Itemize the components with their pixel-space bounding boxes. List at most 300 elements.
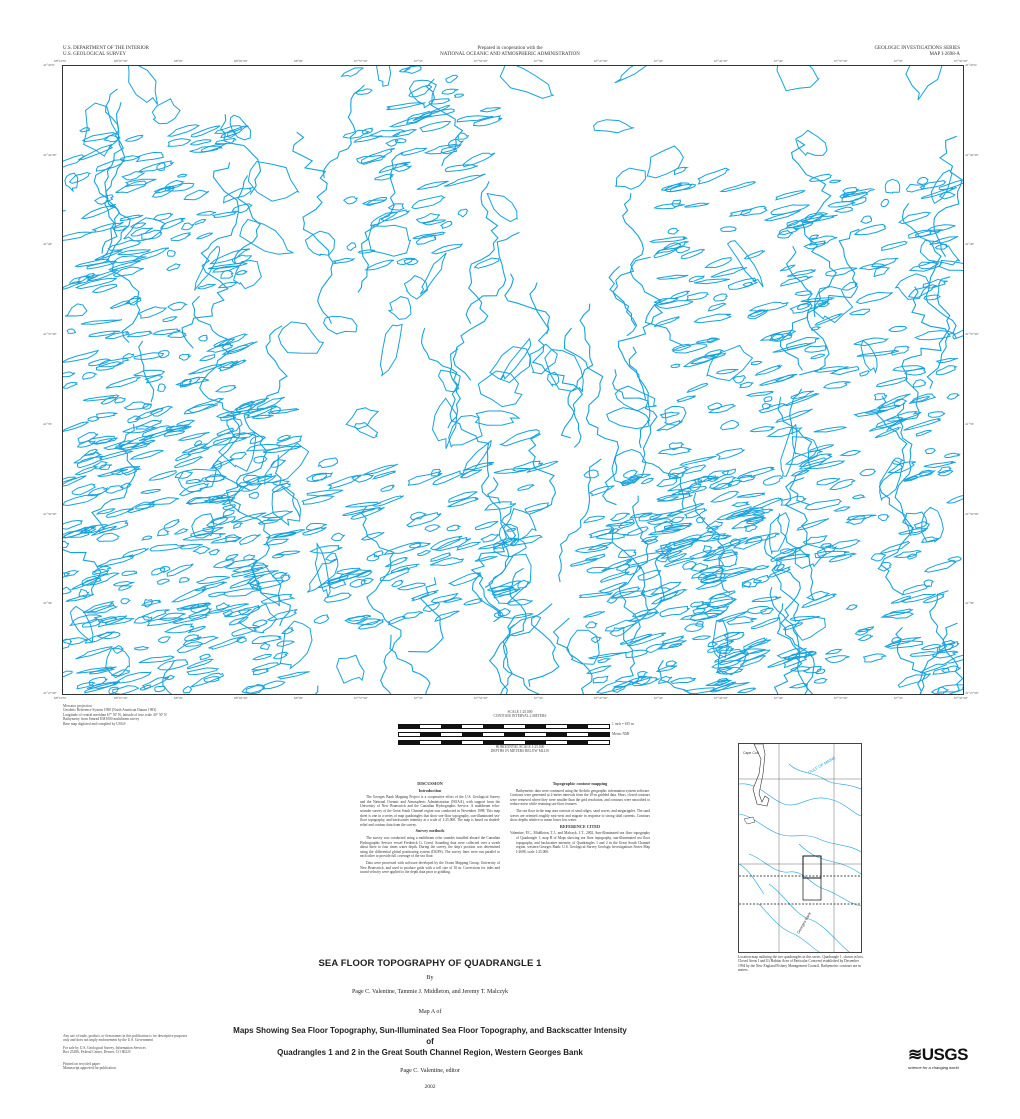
cooperation-line1: Prepared in cooperation with the (477, 46, 543, 51)
contour-line (687, 383, 708, 392)
contour-line (224, 589, 260, 596)
survey-heading: Survey methods (415, 828, 445, 834)
contour-line (711, 268, 747, 278)
contour-line (763, 476, 782, 485)
contour-line (835, 207, 853, 212)
contour-line (861, 216, 872, 223)
contour-line (709, 404, 735, 412)
contour-line (112, 670, 130, 677)
contour-line (518, 485, 534, 491)
contour-line (417, 181, 449, 189)
top-longitude-label: 67°35' (894, 59, 904, 63)
contour-line (278, 435, 291, 440)
contour-line (642, 478, 654, 483)
contour-line (619, 519, 635, 528)
contour-line (216, 386, 236, 392)
contour-line (798, 304, 810, 310)
bottom-longitude-label: 67°55' (414, 696, 424, 700)
credit-line2: Geodetic Reference System 1980 (North American Datum 1983) (63, 708, 157, 713)
contour-line (253, 620, 267, 627)
contour-line (97, 413, 118, 418)
scale-sub-note2: DEPTHS IN METERS BELOW MLLW (490, 749, 550, 754)
contour-line (480, 108, 501, 112)
contour-line (885, 641, 923, 648)
contour-line (418, 551, 431, 556)
bottom-longitude-label: 67°35' (894, 696, 904, 700)
contour-line (872, 258, 898, 266)
contour-line (738, 688, 756, 693)
contour-line (850, 309, 870, 315)
top-longitude-label: 68°00' (294, 59, 304, 63)
contour-line (695, 314, 732, 323)
contour-line (672, 517, 684, 523)
contour-line (707, 521, 723, 529)
contour-line (745, 525, 757, 531)
contour-line (932, 623, 963, 694)
contour-line (158, 384, 166, 391)
contour-line (781, 276, 813, 286)
contour-line (319, 458, 338, 468)
contour-line (905, 369, 926, 376)
contour-line (860, 469, 875, 475)
contour-line (660, 606, 689, 616)
contour-line (250, 436, 265, 443)
contour-line (398, 583, 425, 590)
contour-line (433, 471, 462, 485)
contour-line (356, 89, 372, 94)
contour-line (164, 520, 179, 529)
reference-entry: Valentine, P.C., Middleton, T.J., and Malczyk, J.T., 2002, Sun-illuminated sea floor topography of Quadrangle 1, map B of Maps showing sea floor topography, sun-illuminated sea floor topography, and backscatter intensity of Quadrangles 1 and 2 in the Great South Channel region, western Georges Bank: U.S. Geological Survey Geologic Investigations Series Map I-2698, scale 1:25,000. (510, 831, 650, 854)
contour-line (627, 527, 648, 536)
contour-line (63, 422, 89, 431)
contour-line (904, 419, 941, 431)
contour-map[interactable] (62, 65, 964, 695)
contour-line (455, 94, 464, 97)
contour-line (179, 469, 217, 492)
contour-line (717, 370, 739, 374)
contour-line (797, 518, 829, 530)
contour-line (824, 382, 851, 389)
contour-line (525, 503, 548, 512)
contour-line (805, 499, 841, 510)
contour-line (213, 212, 237, 217)
contour-line (249, 492, 259, 498)
agency-line2: U.S. GEOLOGICAL SURVEY (63, 52, 127, 57)
contour-line (106, 377, 141, 388)
contour-line (755, 566, 769, 570)
contour-line (785, 393, 819, 405)
contour-line (116, 181, 147, 193)
contour-line (342, 68, 364, 77)
contour-line (334, 258, 354, 263)
left-latitude-label: 41°32'30" (43, 511, 57, 516)
contour-line (666, 661, 677, 666)
contour-line (605, 620, 636, 631)
contour-line (223, 510, 234, 517)
contour-line (490, 347, 530, 383)
top-longitude-label: 68°10'W (54, 59, 67, 63)
contour-line (802, 594, 836, 607)
contour-line (712, 632, 739, 642)
left-latitude-label: 41°30' (43, 601, 53, 606)
contour-line (677, 396, 695, 402)
contour-interval-text: CONTOUR INTERVAL 2 METERS (493, 714, 547, 719)
contour-line (787, 338, 820, 350)
footer-note-4: Printed on recycled paper (63, 1062, 100, 1066)
contour-line (580, 593, 612, 598)
inset-caption: Location map outlining the two quadrangles in this series. Quadrangle 1, shown in box. Closed Areas I and II (Habitat Area of Particular Concern) established by December 1994 by the New England Fishery Management Council. Bathymetric contours are in meters. (738, 955, 864, 973)
contour-line (139, 161, 173, 172)
contour-line (234, 523, 243, 529)
contour-line (105, 332, 129, 339)
top-longitude-label: 67°50' (534, 59, 544, 63)
contour-line (307, 490, 343, 496)
contour-line (655, 317, 679, 327)
contour-line (799, 229, 859, 375)
contour-line (464, 599, 482, 605)
contour-line (390, 635, 454, 694)
contour-line (671, 678, 695, 684)
bottom-longitude-label: 67°50' (534, 696, 544, 700)
contour-line (829, 553, 855, 562)
contour-line (81, 320, 122, 325)
contour-line (182, 223, 194, 230)
bottom-longitude-label: 67°37'30" (834, 696, 848, 700)
right-latitude-label: 41°42'30" (965, 152, 979, 157)
contour-line (934, 136, 962, 256)
contour-line (953, 330, 963, 339)
contour-line (745, 251, 765, 260)
contour-line (745, 533, 779, 544)
scale-bar-2 (398, 732, 610, 737)
contour-line (882, 241, 907, 250)
contour-line (343, 508, 377, 516)
contour-line (186, 479, 201, 483)
contour-line (721, 227, 737, 232)
contour-line (466, 232, 519, 323)
contour-line (814, 678, 826, 683)
contour-line (705, 594, 736, 609)
contour-line (510, 616, 541, 636)
contour-line (475, 556, 498, 561)
contour-line (67, 329, 75, 333)
contour-line (834, 507, 850, 512)
contour-line (810, 174, 831, 181)
contour-line (847, 605, 857, 610)
contour-line (593, 676, 608, 683)
contour-line (737, 493, 765, 497)
contour-line (70, 173, 90, 184)
contour-line (65, 304, 87, 316)
contour-line (660, 412, 679, 418)
contour-line (830, 180, 841, 183)
top-longitude-label: 67°40' (774, 59, 784, 63)
contour-line (168, 302, 187, 310)
contour-line (63, 351, 98, 363)
contour-line (938, 467, 951, 473)
contour-line (912, 394, 935, 402)
right-latitude-label: 41°40' (965, 242, 975, 247)
credit-line4: Bathymetry from Simrad EM1000 multibeam survey (63, 717, 140, 722)
contour-line (263, 681, 285, 689)
contour-line (947, 495, 963, 503)
bottom-longitude-label: 67°32'30" (954, 696, 968, 700)
contour-line (401, 148, 427, 155)
intro-paragraph: The Georges Bank Mapping Project is a cooperative effort of the U.S. Geological Survey and the National Oceanic and Atmospheric Administration (NOAA), with support from the University of New Brunswick and the Canadian Hydrographic Service. A multibeam echo-sounder survey of the Great South Channel region was conducted in November 1998. This map sheet is one in a series of map quadrangles that show sea-floor topography, sun-illuminated sea-floor topography, and backscatter intensity at a scale of 1:25,000. The map is based on shaded-relief and contour data from the survey. (360, 795, 500, 827)
contour-line (458, 209, 468, 217)
contour-line (385, 557, 407, 566)
scale-sub (420, 745, 620, 754)
contour-line (938, 470, 953, 475)
contour-line (584, 516, 605, 522)
contour-line (167, 564, 193, 576)
contour-line (914, 522, 926, 528)
contour-line (668, 228, 678, 234)
bathymetric-contours (63, 66, 963, 694)
usgs-logo[interactable] (908, 1045, 970, 1071)
contour-line (214, 560, 235, 568)
contour-line (115, 398, 125, 403)
contour-line (230, 452, 246, 459)
contour-line (272, 487, 300, 525)
left-latitude-label: 41°42'30" (43, 152, 57, 157)
contour-line (815, 367, 848, 373)
inset-map-svg (739, 744, 861, 952)
contour-line (135, 647, 149, 651)
contour-line (216, 603, 229, 611)
contour-line (895, 551, 922, 558)
contour-line (481, 534, 500, 542)
contour-line (192, 296, 249, 490)
contour-line (680, 456, 716, 465)
contour-line (810, 236, 838, 245)
scale-sub-note1: HORIZONTAL SCALE 1:25,000 (495, 745, 545, 749)
contour-line (195, 219, 206, 224)
bottom-longitude-label: 68°02'30" (234, 696, 248, 700)
contour-line (655, 204, 685, 209)
contour-line (494, 468, 530, 473)
left-latitude-label: 41°40' (43, 242, 53, 247)
contour-line (198, 284, 215, 289)
contour-line (324, 593, 351, 602)
contour-line (180, 483, 208, 496)
top-longitude-label: 67°42'30" (714, 59, 728, 63)
top-longitude-label: 67°52'30" (474, 59, 488, 63)
contour-line (408, 472, 442, 486)
contour-line (224, 188, 253, 203)
top-longitude-label: 67°37'30" (834, 59, 848, 63)
right-latitude-label: 41°37'30" (965, 332, 979, 337)
contour-line (197, 233, 213, 239)
contour-line (412, 196, 445, 209)
contour-line (209, 549, 220, 555)
top-longitude-label: 67°45' (654, 59, 664, 63)
contour-line (924, 461, 956, 467)
series-title-line1: Maps Showing Sea Floor Topography, Sun-Illuminated Sea Floor Topography, and Backscatter Intensity of (233, 1026, 627, 1046)
contour-line (302, 496, 334, 505)
contour-line (925, 449, 935, 454)
contour-line (916, 430, 931, 436)
header-left (63, 46, 149, 58)
discussion-column-left (360, 780, 500, 877)
contour-line (598, 659, 610, 663)
contour-line (113, 256, 147, 263)
footer-notes-1 (63, 1034, 193, 1055)
contour-line (260, 643, 270, 650)
survey-paragraph-1: The survey was conducted using a multibeam echo sounder installed aboard the Canadian Hydrographic Service vessel Frederick G. Creed. Sounding data were collected over a swath about three to four times water depth. During the survey, the ship's position was determined using the differential global positioning system (DGPS). The survey lines were run parallel to each other to provide full coverage of the sea floor. (360, 835, 500, 859)
contour-line (903, 585, 929, 595)
contour-line (590, 486, 615, 496)
contour-line (350, 579, 365, 587)
contour-line (175, 529, 187, 534)
contour-line (209, 592, 226, 597)
contour-line (105, 486, 123, 493)
top-longitude-label: 67°55' (414, 59, 424, 63)
contour-line (183, 686, 192, 693)
contour-line (211, 517, 235, 525)
contour-line (177, 642, 202, 653)
contour-line (662, 184, 682, 191)
footer-notes-2 (63, 1062, 193, 1071)
contour-line (756, 365, 781, 375)
contour-line (728, 278, 756, 289)
bottom-longitude-label: 67°52'30" (474, 696, 488, 700)
contour-line (344, 197, 357, 204)
contour-line (684, 465, 706, 474)
scale-note-right (612, 722, 634, 737)
contour-line (691, 602, 705, 608)
discussion-column-right (510, 780, 650, 856)
contour-line (82, 204, 116, 218)
topo-heading: Topographic contour mapping (552, 781, 608, 786)
contour-line (152, 568, 165, 575)
contour-line (179, 578, 189, 583)
contour-line (299, 686, 322, 695)
contour-line (63, 541, 69, 548)
contour-line (405, 276, 428, 299)
contour-line (97, 362, 122, 371)
bottom-longitude-label: 67°57'30" (354, 696, 368, 700)
contour-line (425, 525, 440, 532)
bottom-longitude-label: 68°10'W (54, 696, 67, 700)
contour-line (149, 471, 176, 480)
contour-line (182, 162, 238, 348)
contour-line (387, 103, 426, 110)
contour-line (651, 237, 688, 243)
footer-note-1: Any use of trade, product, or firm names in this publication is for descriptive purposes only and does not imply endorsement by the U.S. Government (63, 1034, 188, 1043)
contour-line (811, 354, 824, 358)
credit-line5: Base map digitized and compiled by USGS (63, 721, 126, 726)
contour-line (478, 371, 522, 407)
contour-line (157, 579, 169, 584)
contour-line (776, 190, 805, 199)
contour-line (942, 666, 961, 672)
contour-line (856, 292, 892, 303)
contour-line (188, 399, 224, 413)
contour-line (472, 574, 545, 694)
contour-line (111, 301, 130, 309)
location-inset-map[interactable] (738, 743, 862, 953)
contour-line (770, 513, 790, 554)
contour-line (83, 373, 97, 380)
contour-line (200, 355, 215, 361)
contour-line (684, 203, 708, 207)
contour-line (261, 595, 294, 604)
bottom-longitude-label: 68°05' (174, 696, 184, 700)
contour-line (446, 75, 458, 82)
contour-line (197, 211, 216, 215)
contour-line (589, 653, 626, 659)
contour-line (277, 641, 295, 646)
contour-line (853, 495, 865, 499)
contour-line (747, 606, 770, 613)
top-longitude-label: 68°02'30" (234, 59, 248, 63)
contour-line (137, 152, 164, 161)
right-latitude-label: 41°30' (965, 601, 975, 606)
contour-line (878, 562, 891, 571)
contour-line (796, 130, 827, 155)
bottom-longitude-label: 67°42'30" (714, 696, 728, 700)
contour-line (852, 197, 866, 205)
contour-line (875, 394, 887, 400)
contour-line (389, 617, 406, 625)
contour-line (417, 214, 440, 223)
header-right (800, 46, 960, 58)
contour-line (711, 491, 738, 502)
contour-line (324, 316, 358, 334)
right-latitude-label: 41°45'N (965, 63, 977, 67)
contour-line (315, 544, 330, 597)
contour-line (254, 456, 267, 463)
contour-line (458, 133, 468, 139)
contour-line (790, 684, 808, 689)
contour-line (346, 408, 378, 429)
contour-line (432, 244, 462, 254)
left-latitude-label: 41°35' (43, 421, 53, 426)
contour-line (347, 243, 356, 251)
contour-line (500, 339, 530, 380)
contour-line (771, 205, 810, 215)
contour-line (629, 347, 650, 448)
main-title: SEA FLOOR TOPOGRAPHY OF QUADRANGLE 1 (318, 958, 542, 969)
contour-line (765, 211, 800, 221)
topo-paragraph-1: Bathymetric data were contoured using the ArcInfo geographic information system software. Contours were generated at 2-meter intervals from the 10-m gridded data. Short, closed contours were removed where they were smaller than the grid resolution, and contours were smoothed to reduce noise while retaining sea-floor features. (510, 788, 650, 807)
contour-line (141, 489, 161, 493)
inset-label-bank: Georges Bank (796, 911, 813, 935)
contour-line (747, 391, 773, 396)
contour-line (83, 133, 116, 142)
contour-line (236, 271, 246, 275)
contour-line (721, 182, 756, 192)
contour-line (280, 621, 312, 668)
contour-line (367, 554, 379, 561)
contour-line (66, 594, 94, 601)
contour-line (122, 571, 137, 575)
contour-line (615, 168, 645, 189)
contour-line (63, 521, 83, 530)
contour-line (392, 580, 403, 586)
contour-line (142, 536, 152, 540)
contour-line (94, 167, 139, 343)
footer-note-5: Manuscript approved for publication (63, 1066, 116, 1071)
header-center (360, 46, 660, 58)
scale-bar-1 (398, 724, 610, 729)
contour-line (826, 656, 850, 663)
series-line2: MAP I-2698-A (929, 52, 960, 57)
contour-line (114, 582, 135, 586)
quadrangle-2-box (803, 878, 821, 900)
footer-note-3: Box 25286, Federal Center, Denver, CO 80225 (63, 1050, 131, 1055)
